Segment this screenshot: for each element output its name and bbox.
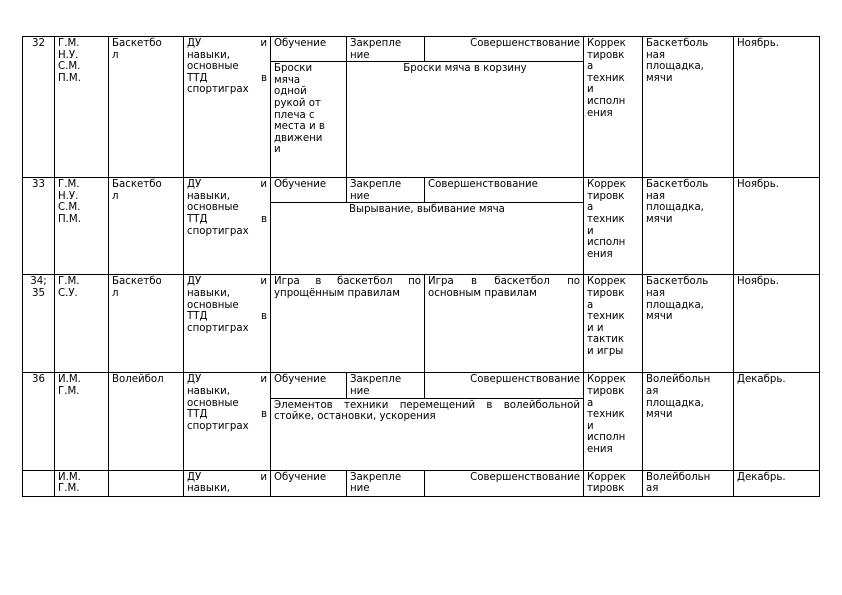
goal-cell	[184, 373, 271, 470]
section-cell	[109, 37, 184, 178]
section-cell	[109, 275, 184, 373]
table-row	[23, 37, 820, 62]
header-consolidation-text: Закрепле ние	[350, 38, 402, 61]
students-text: Г.М. Н.У. С.М. П.М.	[58, 38, 81, 84]
header-improvement: Совершенствование	[425, 37, 584, 62]
section-cell	[109, 178, 184, 275]
lesson-number	[23, 275, 55, 373]
goal-line: навыки,	[187, 483, 230, 495]
goal-line: основные	[187, 202, 239, 214]
table-row	[23, 275, 820, 373]
correction-text: Коррек тировк а техник и исполн ения	[587, 179, 626, 260]
goal-line: навыки,	[187, 49, 230, 61]
place-cell	[643, 373, 734, 470]
students-text: Г.М. Н.У. С.М. П.М.	[58, 179, 81, 225]
header-improvement: Совершенствование	[425, 178, 584, 203]
table-row	[23, 178, 820, 203]
students-text: И.М. Г.М.	[58, 471, 81, 495]
section-text: Баскетбо л	[112, 38, 162, 61]
goal-line: ТТД в	[187, 213, 267, 225]
students-cell	[55, 178, 109, 275]
correction-text: Коррек тировк а техник и и тактик и игры	[587, 276, 626, 357]
lesson-number	[23, 470, 55, 496]
place-cell	[643, 275, 734, 373]
header-consolidation	[347, 178, 425, 203]
lesson-number: 32	[23, 37, 55, 178]
place-text: Баскетболь ная площадка, мячи	[646, 38, 709, 84]
correction-text: Коррек тировк а техник и исполн ения	[587, 38, 626, 119]
header-consolidation-text: Закрепле ние	[350, 374, 402, 397]
header-consolidation	[347, 37, 425, 62]
goal-line: навыки,	[187, 190, 230, 202]
correction-cell	[584, 37, 643, 178]
month-cell: Ноябрь.	[734, 178, 820, 275]
table-row	[23, 470, 820, 496]
place-text: Волейбольн ая площадка, мячи	[646, 374, 711, 421]
goal-line: ДУ и	[187, 38, 267, 49]
sub-topic-cell	[271, 62, 347, 178]
header-training: Обучение	[271, 178, 347, 203]
section-text: Баскетбо л	[112, 276, 162, 299]
header-consolidation	[347, 373, 425, 398]
content-cell: Вырывание, выбивание мяча	[271, 203, 584, 275]
goal-line: спортиграх	[187, 225, 249, 237]
students-cell	[55, 37, 109, 178]
header-training: Обучение	[271, 373, 347, 398]
lesson-number: 36	[23, 373, 55, 470]
section-text: Баскетбо л	[112, 179, 162, 202]
goal-line: ДУ и	[187, 374, 267, 386]
lesson-plan-table	[22, 36, 820, 497]
students-text: И.М. Г.М.	[58, 374, 81, 397]
month-cell: Ноябрь.	[734, 275, 820, 373]
goal-line: ДУ и	[187, 179, 267, 191]
correction-cell	[584, 275, 643, 373]
section-cell	[109, 373, 184, 470]
header-training: Обучение	[271, 470, 347, 496]
goal-line: основные	[187, 299, 239, 311]
correction-cell	[584, 470, 643, 496]
goal-cell	[184, 37, 271, 178]
goal-line: ТТД в	[187, 409, 267, 421]
correction-cell	[584, 373, 643, 470]
goal-line: ТТД в	[187, 311, 267, 323]
students-cell	[55, 373, 109, 470]
content-cell: Элементов техники перемещений в волейбольной стойке, остановки, ускорения	[271, 398, 584, 470]
goal-line: спортиграх	[187, 420, 249, 432]
lesson-number: 33	[23, 178, 55, 275]
goal-line: спортиграх	[187, 322, 249, 334]
goal-line: ДУ и	[187, 471, 267, 483]
section-text: Волейбол	[112, 374, 164, 386]
game-main-cell: Игра в баскетбол по основным правилам	[425, 275, 584, 373]
goal-cell	[184, 275, 271, 373]
content-cell: Броски мяча в корзину	[347, 62, 584, 178]
place-text: Баскетболь ная площадка, мячи	[646, 179, 709, 225]
correction-text: Коррек тировк а техник и исполн ения	[587, 374, 626, 455]
header-training: Обучение	[271, 37, 347, 62]
place-cell	[643, 470, 734, 496]
header-consolidation	[347, 470, 425, 496]
month-cell: Декабрь.	[734, 373, 820, 470]
place-text: Волейбольн ая	[646, 471, 711, 495]
students-cell	[55, 275, 109, 373]
lesson-number-text: 34; 35	[30, 276, 47, 299]
goal-cell	[184, 470, 271, 496]
header-improvement: Совершенствование	[425, 373, 584, 398]
place-cell	[643, 37, 734, 178]
header-consolidation-text: Закрепле ние	[350, 179, 402, 202]
place-cell	[643, 178, 734, 275]
goal-line: спортиграх	[187, 84, 249, 96]
goal-line: ТТД в	[187, 72, 267, 84]
sub-topic-text: Броски мяча одной рукой от плеча с места и в движени и	[274, 63, 325, 156]
table-row	[23, 373, 820, 398]
goal-line: навыки,	[187, 287, 230, 299]
game-simplified-cell: Игра в баскетбол по упрощённым правилам	[271, 275, 425, 373]
correction-cell	[584, 178, 643, 275]
goal-line: ДУ и	[187, 276, 267, 288]
goal-line: основные	[187, 397, 239, 409]
header-consolidation-text: Закрепле ние	[350, 471, 402, 495]
correction-text: Коррек тировк	[587, 471, 626, 495]
students-cell	[55, 470, 109, 496]
goal-cell	[184, 178, 271, 275]
goal-line: основные	[187, 61, 239, 73]
month-cell: Ноябрь.	[734, 37, 820, 178]
section-cell	[109, 470, 184, 496]
place-text: Баскетболь ная площадка, мячи	[646, 276, 709, 323]
month-cell: Декабрь.	[734, 470, 820, 496]
students-text: Г.М. С.У.	[58, 276, 80, 299]
goal-line: навыки,	[187, 385, 230, 397]
header-improvement: Совершенствование	[425, 470, 584, 496]
